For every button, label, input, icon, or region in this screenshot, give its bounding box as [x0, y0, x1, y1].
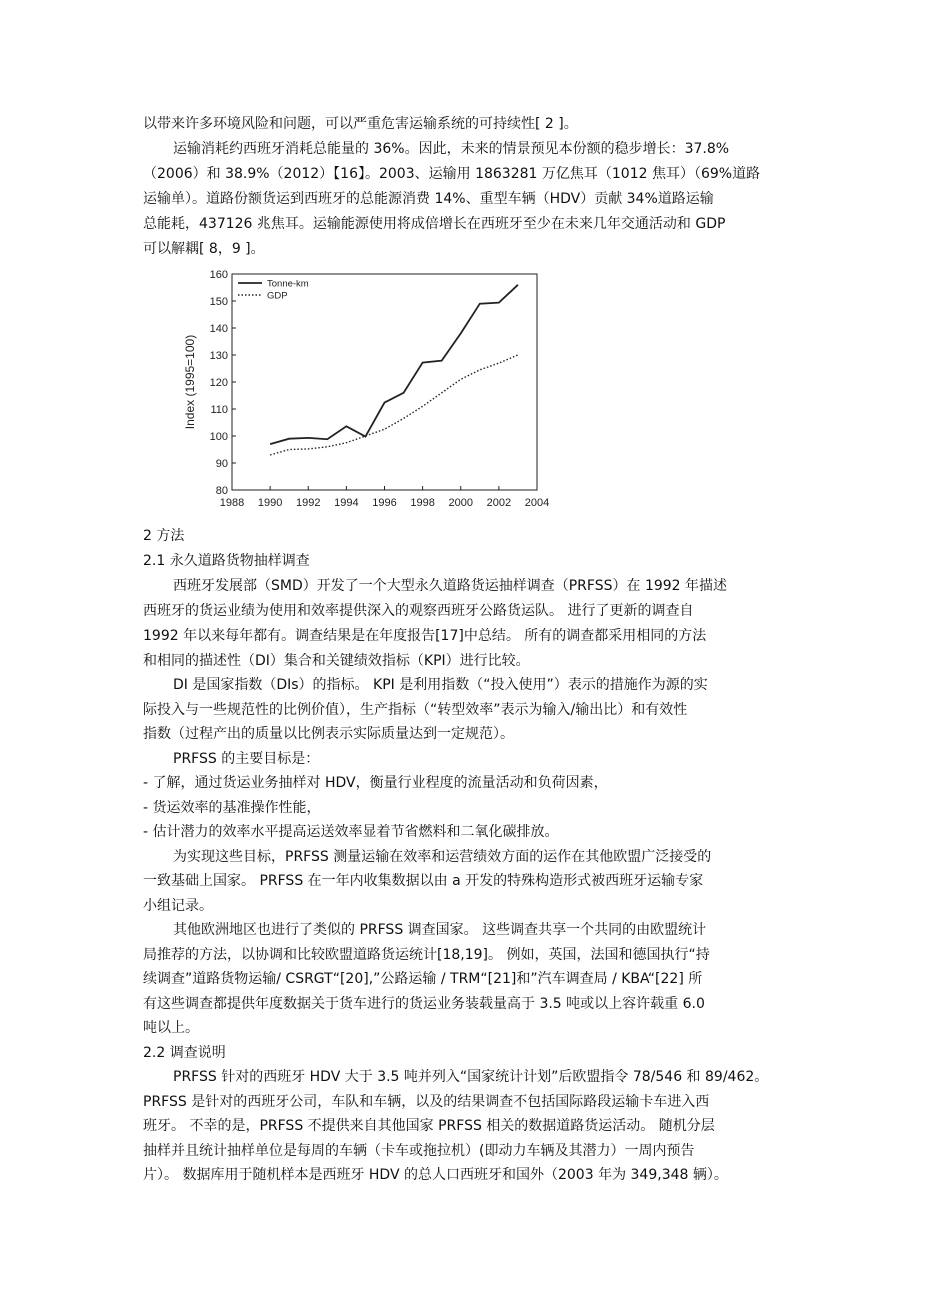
legend-label: GDP: [267, 290, 288, 302]
text-line: 西班牙的货运业绩为使用和效率提供深入的观察西班牙公路货运队。 进行了更新的调查自: [143, 603, 694, 619]
x-tick-label: 2004: [524, 497, 550, 509]
x-tick-label: 1996: [372, 497, 397, 509]
text-line: 吨以上。: [143, 1020, 199, 1036]
text-line: PRFSS 针对的西班牙 HDV 大于 3.5 吨并列入“国家统计计划”后欧盟指令 78/546 和 89/462。: [173, 1069, 769, 1085]
text-line: 可以解耦[ 8，9 ]。: [143, 241, 265, 257]
text-line: 小组记录。: [143, 898, 213, 914]
text-line: 局推荐的方法，以协调和比较欧盟道路货运统计[18,19]。 例如，英国，法国和德国执行“持: [143, 947, 710, 963]
text-line: 班牙。 不幸的是，PRFSS 不提供来自其他国家 PRFSS 相关的数据道路货运活动。 随机分层: [143, 1118, 715, 1134]
y-tick-label: 160: [209, 269, 228, 281]
x-tick-label: 1990: [257, 497, 283, 509]
y-axis-label: Index (1995=100): [183, 334, 197, 430]
text-line: （2006）和 38.9%（2012）【16】。2003、运输用 1863281 万亿焦耳（1012 焦耳）（69%道路: [143, 166, 761, 182]
text-line: 其他欧洲地区也进行了类似的 PRFSS 调查国家。 这些调查共享一个共同的由欧盟统计: [173, 922, 707, 938]
x-tick-label: 1994: [334, 497, 359, 509]
y-tick-label: 110: [210, 404, 228, 416]
x-tick-label: 2000: [448, 497, 473, 509]
y-tick-label: 90: [215, 458, 228, 470]
text-line: 续调查”道路货物运输/ CSRGT“[20],”公路运输 / TRM“[21]和”汽车调查局 / KBA“[22] 所: [143, 971, 703, 987]
text-line: PRFSS 的主要目标是：: [173, 751, 320, 767]
text-line: PRFSS 是针对的西班牙公司，车队和车辆，以及的结果调查不包括国际路段运输卡车进入西: [143, 1094, 710, 1110]
x-tick-label: 1998: [410, 497, 435, 509]
chart-svg: [180, 265, 560, 513]
subsection-heading: 2.2 调查说明: [143, 1045, 226, 1061]
x-tick-label: 1992: [296, 497, 321, 509]
text-line: 片）。 数据库用于随机样本是西班牙 HDV 的总人口西班牙和国外（2003 年为 349,348 辆）。: [143, 1167, 728, 1183]
text-line: 指数（过程产出的质量以比例表示实际质量达到一定规范）。: [143, 726, 514, 742]
y-tick-label: 130: [209, 350, 228, 362]
y-tick-label: 140: [209, 323, 228, 335]
subsection-heading: 2.1 永久道路货物抽样调查: [143, 553, 310, 569]
plot-frame: [232, 274, 537, 490]
text-line: 际投入与一些规范性的比例价值），生产指标（“转型效率”表示为输入/输出比）和有效性: [143, 702, 688, 718]
x-tick-label: 2002: [486, 497, 512, 509]
series-line-tonne-km: [270, 285, 518, 444]
text-line: 为实现这些目标，PRFSS 测量运输在效率和运营绩效方面的运作在其他欧盟广泛接受的: [173, 849, 712, 865]
index-line-chart: [180, 265, 560, 513]
bullet-item: - 了解，通过货运业务抽样对 HDV，衡量行业程度的流量活动和负荷因素，: [143, 775, 608, 791]
text-line: 运输单）。道路份额货运到西班牙的总能源消费 14%、重型车辆（HDV）贡献 34%道路运输: [143, 191, 714, 207]
text-line: 以带来许多环境风险和问题，可以严重危害运输系统的可持续性[ 2 ]。: [143, 116, 578, 132]
text-line: 运输消耗约西班牙消耗总能量的 36%。因此，未来的情景预见本份额的稳步增长：37.8%: [173, 141, 730, 157]
x-tick-label: 1988: [219, 497, 245, 509]
series-line-gdp: [270, 355, 518, 455]
bullet-item: - 估计潜力的效率水平提高运送效率显着节省燃料和二氧化碳排放。: [143, 824, 559, 840]
y-tick-label: 150: [209, 296, 228, 308]
text-line: 一致基础上国家。 PRFSS 在一年内收集数据以由 a 开发的特殊构造形式被西班牙运输专家: [143, 873, 704, 889]
text-line: 1992 年以来每年都有。调查结果是在年度报告[17]中总结。 所有的调查都采用相同的方法: [143, 628, 707, 644]
text-line: 抽样并且统计抽样单位是每周的车辆（卡车或拖拉机）(即动力车辆及其潜力）一周内预告: [143, 1143, 695, 1159]
bullet-item: - 货运效率的基准操作性能，: [143, 800, 321, 816]
y-tick-label: 120: [209, 377, 228, 389]
section-heading: 2 方法: [143, 528, 185, 544]
text-line: 西班牙发展部（SMD）开发了一个大型永久道路货运抽样调查（PRFSS）在 1992 年描述: [173, 578, 728, 594]
text-line: 有这些调查都提供年度数据关于货车进行的货运业务装载量高于 3.5 吨或以上容许载重 6.0: [143, 996, 705, 1012]
legend-label: Tonne-km: [267, 278, 309, 290]
text-line: 总能耗，437126 兆焦耳。运输能源使用将成倍增长在西班牙至少在未来几年交通活动和 GDP: [143, 216, 726, 232]
text-line: 和相同的描述性（DI）集合和关键绩效指标（KPI）进行比较。: [143, 653, 530, 669]
text-line: DI 是国家指数（DIs）的指标。 KPI 是利用指数（“投入使用”）表示的措施作为源的实: [173, 677, 708, 693]
y-tick-label: 80: [215, 485, 228, 497]
y-tick-label: 100: [209, 431, 228, 443]
